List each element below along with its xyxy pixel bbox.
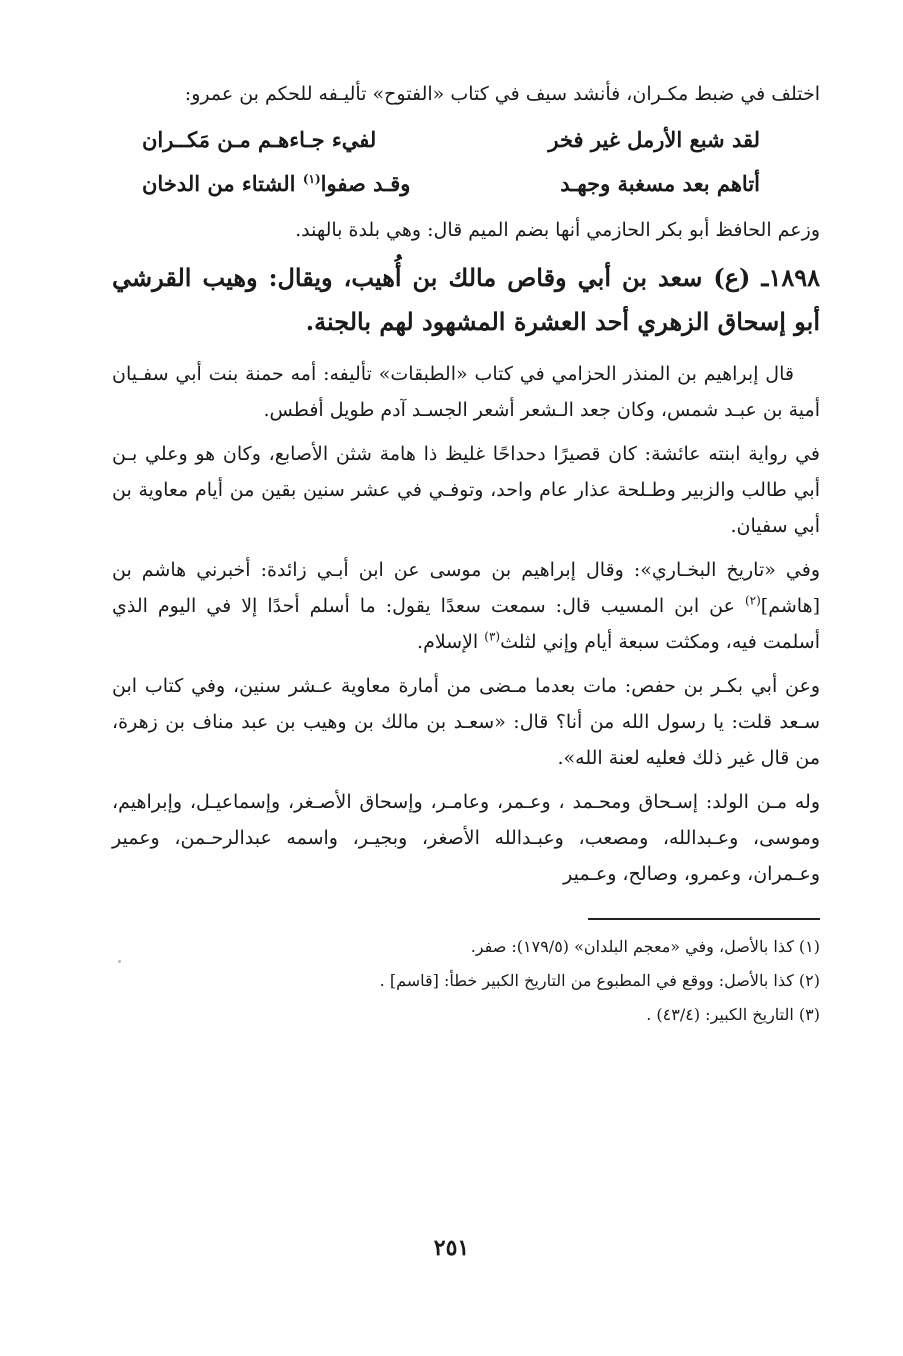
- paragraph: قال إبراهيم بن المنذر الحزامي في كتاب «الطبقات» تأليفه: أمه حمنة بنت أبي سفـيان أمية بن عبـد شمس، وكان جعد الـشعر أشعر الجسـد آدم طويل أفطس.: [112, 363, 820, 421]
- hazimi-paragraph: وزعم الحافظ أبو بكر الحازمي أنها بضم الميم قال: وهي بلدة بالهند.: [295, 219, 820, 241]
- paragraph: وعن أبي بكـر بن حفص: مات بعدما مـضى من أمارة معاوية عـشر سنين، وفي كتاب ابن سـعد قلت: يا رسول الله من أنا؟ قال: «سعـد بن مالك بن وهيب بن عبد مناف بن زهرة، من قال غير ذلك فعليه لعنة الله».: [112, 675, 820, 769]
- entry-title: ١٨٩٨ـ (ع) سعد بن أبي وقاص مالك بن أُهيب، ويقال: وهيب القرشي أبو إسحاق الزهري أحد العشرة المشهود لهم بالجنة.: [112, 263, 820, 336]
- footnote-divider: [588, 918, 820, 920]
- verse-second-hemistich: [142, 162, 410, 206]
- scan-speck: [118, 960, 121, 963]
- paragraph: [112, 552, 820, 660]
- paragraph-text: وفي «تاريخ البخـاري»: وقال إبراهيم بن موسى عن ابن أبـي زائدة: أخبرني هاشم بن [هاشم]: [112, 559, 820, 617]
- verse-text: الشتاء من الدخان: [142, 171, 303, 196]
- footnote-ref: (٣): [484, 629, 501, 644]
- footnote-ref: (١): [302, 172, 321, 186]
- footnote: (٢) كذا بالأصل: ووقع في المطبوع من التاريخ الكبير خطأ: [قاسم] .: [379, 971, 820, 990]
- paragraph: في رواية ابنته عائشة: كان قصيرًا دحداحًا غليظ ذا هامة شثن الأصابع، وكان هو وعلي بـن أبي طالب والزبير وطـلحة عذار عام واحد، وتوفـي في عشر سنين بقين من أيام معاوية بن أبي سفيان.: [112, 443, 820, 537]
- intro-paragraph: اختلف في ضبط مكـران، فأنشد سيف في كتاب «الفتوح» تأليـفه للحكم بن عمرو:: [184, 83, 820, 105]
- paragraph-text: الإسلام.: [417, 631, 485, 653]
- poem: [112, 118, 820, 206]
- paragraph-text: عن ابن المسيب قال: سمعت سعدًا يقول: ما أسلم أحدًا إلا في اليوم الذي أسلمت فيه، ومكثت سبعة أيام وإني لثلث: [112, 595, 820, 653]
- verse-second-hemistich: لفيء جـاءهـم مـن مَكــران: [142, 127, 377, 152]
- verse-first-hemistich: أتاهم بعد مسغبة وجهـد: [560, 171, 760, 196]
- footnote-ref: (٢): [744, 593, 761, 608]
- paragraph: وله مـن الولد: إسـحاق ومحـمد ، وعـمر، وعامـر، وإسحاق الأصـغر، وإسماعيـل، وإبراهيم، وموسى، وعـبدالله، ومصعب، وعبـدالله الأصغر، وبجيـر، واسمه عبدالرحـمن، وعمير وعـمران، وعمرو، وصالح، وعـمير: [112, 791, 820, 885]
- poem-verse: [142, 118, 760, 162]
- page-number: ٢٥١: [433, 1235, 470, 1261]
- page-body: [112, 76, 820, 1032]
- footnote: (٣) التاريخ الكبير: (٤٣/٤) .: [646, 1005, 820, 1024]
- verse-text: وقـد صفوا: [320, 171, 411, 196]
- footnote: (١) كذا بالأصل، وفي «معجم البلدان» (١٧٩/٥): صفر.: [470, 937, 820, 956]
- verse-first-hemistich: لقد شبع الأرمل غير فخر: [548, 127, 760, 152]
- poem-verse: [142, 162, 760, 206]
